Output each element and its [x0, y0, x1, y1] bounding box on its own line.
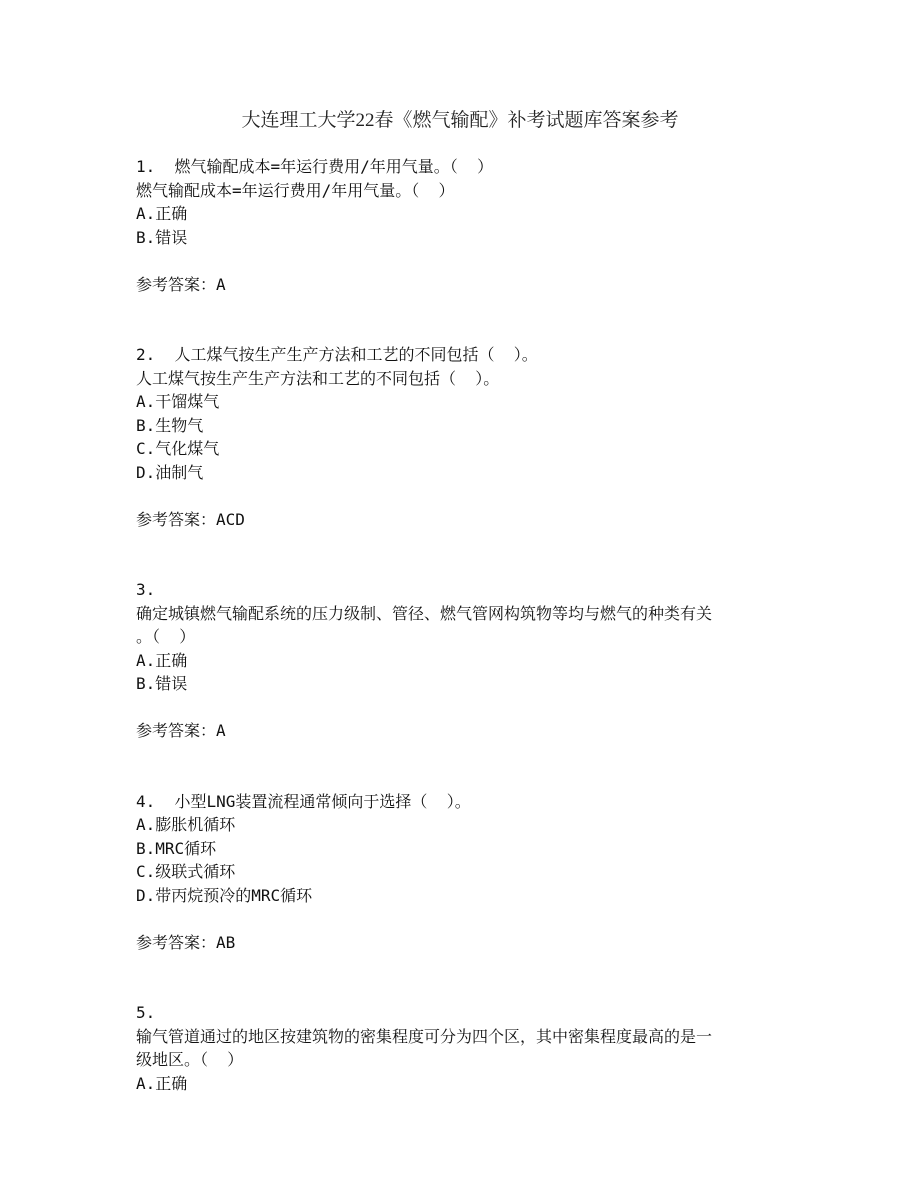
question-stem: 确定城镇燃气输配系统的压力级制、管径、燃气管网构筑物等均与燃气的种类有关	[136, 603, 713, 623]
question-stem: 输气管道通过的地区按建筑物的密集程度可分为四个区，其中密集程度最高的是一	[136, 1026, 713, 1046]
question-stem-cont: 级地区。（ ）	[136, 1050, 244, 1069]
option-b: B.错误	[136, 674, 188, 693]
answer: 参考答案：A	[136, 274, 226, 294]
question-heading: 2. 人工煤气按生产生产方法和工艺的不同包括（ ）。	[136, 345, 538, 364]
question-heading: 1. 燃气输配成本=年运行费用/年用气量。（ ）	[136, 157, 494, 176]
option-a: A.正确	[136, 650, 188, 670]
option-a: A.正确	[136, 204, 188, 223]
question-list	[136, 155, 796, 1095]
option-b: B.MRC循环	[136, 838, 217, 858]
question-2	[136, 343, 796, 531]
answer: 参考答案：AB	[136, 932, 236, 952]
question-heading: 3.	[136, 580, 156, 599]
question-5	[136, 1001, 796, 1095]
document-title: 大连理工大学22春《燃气输配》补考试题库答案参考	[241, 110, 679, 131]
option-a: A.膨胀机循环	[136, 815, 236, 834]
option-b: B.错误	[136, 227, 188, 247]
answer: 参考答案：ACD	[136, 509, 245, 529]
option-a: A.干馏煤气	[136, 392, 220, 411]
option-c: C.气化煤气	[136, 439, 220, 458]
question-1	[136, 155, 796, 296]
question-stem: 人工煤气按生产生产方法和工艺的不同包括（ ）。	[136, 368, 500, 388]
question-3	[136, 578, 796, 743]
option-a: A.正确	[136, 1073, 188, 1093]
option-b: B.生物气	[136, 415, 204, 435]
question-heading: 4. 小型LNG装置流程通常倾向于选择（ ）。	[136, 791, 471, 811]
question-heading: 5.	[136, 1003, 156, 1022]
answer: 参考答案：A	[136, 721, 226, 740]
question-stem: 燃气输配成本=年运行费用/年用气量。（ ）	[136, 180, 455, 200]
option-c: C.级联式循环	[136, 862, 236, 881]
option-d: D.油制气	[136, 462, 204, 482]
option-d: D.带丙烷预冷的MRC循环	[136, 885, 313, 905]
question-4	[136, 790, 796, 955]
question-stem-cont: 。（ ）	[136, 627, 196, 646]
